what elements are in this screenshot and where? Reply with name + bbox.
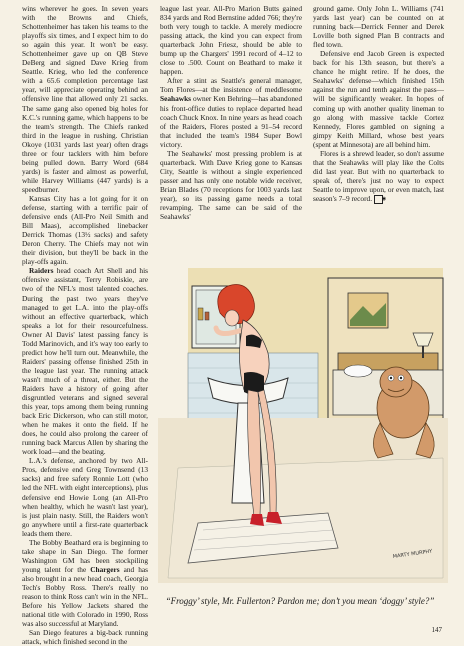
paragraph-text: head coach Art Shell and his offensive assistant, Terry Robiskie, are two of the NFL's most talented coaches. During the past two years they've managed to get L.A. into the play-offs without an effective quarterback, which speaks a lot for their resourcefulness. Owner Al Davis' latest passing fancy is Todd Marinovich, and it's way too early to predict how he'll turn out. Meanwhile, the Raiders' passing offense finished 25th in the league last year. The running attack wasn't much of a threat, either. But the Raiders have a history of going after disgruntled veterans and signed several this year, tops among them being running back Eric Dickerson, who can still motor, when he makes it onto the field. If he does, he could also prolong the career of running back Marcus Allen by sharing the work load—and the beating.: [22, 266, 148, 457]
team-name: Raiders: [29, 266, 54, 276]
team-name: Chargers: [90, 564, 120, 574]
cartoon-illustration: [158, 258, 448, 583]
paragraph: [22, 266, 148, 456]
article-column-2: [160, 4, 302, 221]
paragraph: [313, 149, 444, 204]
paragraph-text: and has also brought in a new head coach, Georgia Tech's Bobby Ross. There's really no reason to think Ross can't win in the NFL. Before his Yellow Jackets shared the national title with Colorado in 1990, Ross was also successful at Maryland.: [22, 564, 148, 629]
paragraph: [160, 76, 302, 148]
article-column-1: [22, 4, 148, 646]
paragraph: The Seahawks' most pressing problem is at quarterback. With Dave Krieg gone to Kansas City, Seattle is without a single experienced passer and has only one notable wide receiver, Brian Blades (70 receptions for 1003 yards last year), so its passing game needs a total revamping. The same can be said of the Seahawks': [160, 148, 302, 222]
page-number: 147: [431, 626, 442, 634]
paragraph: L.A.'s defense, anchored by two All-Pros, defensive end Greg Townsend (13 sacks) and free safety Ronnie Lott (who led the NFL with eight interceptions), plus defensive end Howie Long (an All-Pro when healthy, which he wasn't last year), is just plain nasty. Still, the Raiders won't go anywhere until a first-rate quarterback leads them there.: [22, 456, 148, 538]
paragraph: wins wherever he goes. In seven years with the Browns and Chiefs, Schottenheimer has taken his teams to the playoffs six times, and I expect him to do so again this year. It won't be easy. Schottenheimer gave up on QB Steve DeBerg and signed Dave Krieg from Seattle. Krieg, who led the conference with a 65.6 completion percentage last year, will appreciate operating behind an offensive line that allowed only 21 sacks. The same gang also opened big holes for K.C.'s running game, which happens to be the team's strength. The Chiefs ranked third in the league in rushing. Christian Okoye (1031 yards last year) often drags three or four tacklers with him before being pulled down. Barry Word (684 yards) is faster and almost as powerful, while Harvey Williams (447 yards) is a speedburner.: [22, 4, 148, 194]
paragraph-text: After a stint as Seattle's general manager, Tom Flores—at the insistence of meddlesome: [160, 76, 302, 95]
paragraph: Kansas City has a lot going for it on defense, starting with a terrific pair of defensive ends (All-Pro Neil Smith and Bill Maas), accomplished linebacker Derrick Thomas (13½ sacks) and safety Deron Cherry. The Chiefs may not win their division, but they'll be back in the play-offs again.: [22, 193, 148, 267]
end-mark-icon: ◉: [374, 195, 383, 204]
paragraph: [22, 538, 148, 628]
paragraph: ground game. Only John L. Williams (741 yards last year) can be counted on at running back—Derrick Fenner and Derek Loville both signed Plan B contracts and fled town.: [313, 4, 444, 50]
paragraph-text: The Bobby Beathard era is beginning to take shape in San Diego. The former Washington GM has been stockpiling young talent for the: [22, 537, 148, 574]
article-column-3: [313, 4, 444, 204]
paragraph: San Diego features a big-back running attack, which finished second in the: [22, 628, 148, 646]
paragraph-text: owner Ken Behring—has abandoned his front-office duties to replace departed head coach Chuck Knox. In nine years as head coach of the Raiders, Flores posted a 91–54 record that included the team's 1984 Super Bowl victory.: [160, 94, 302, 149]
cartoon-caption: “Froggy’ style, Mr. Fullerton? Pardon me; don’t you mean ‘doggy’ style?”: [165, 596, 435, 606]
paragraph: league last year. All-Pro Marion Butts gained 834 yards and Rod Bernstine added 766; they're both very tough to tackle. A merely mediocre passing attack, the kind you can expect from quarterback John Friesz, should be able to bump up the Chargers' 1991 record of 4–12 to close to .500. Count on Beathard to make it happen.: [160, 4, 302, 77]
team-name: Seahawks: [160, 94, 192, 104]
artist-signature: MARTY MURPHY: [392, 548, 433, 560]
paragraph: Defensive end Jacob Green is expected back for his 13th season, but there's a chance he might retire. If he does, the Seahawks' defense—which finished 15th against the run and tenth against the pass—will be significantly weaker. In hopes of coming up with another quality lineman to go along with massive tackle Cortez Kennedy, Flores gambled on signing a gimpy Keith Millard, whose best years (spent at Minnesota) are all behind him.: [313, 49, 444, 149]
paragraph-text: Flores is a shrewd leader, so don't assume that the Seahawks will play like the Colts did last year. But with no quarterback to speak of, there's just no way to expect Seattle to improve upon, or even match, last season's 7–9 record.: [313, 148, 444, 203]
